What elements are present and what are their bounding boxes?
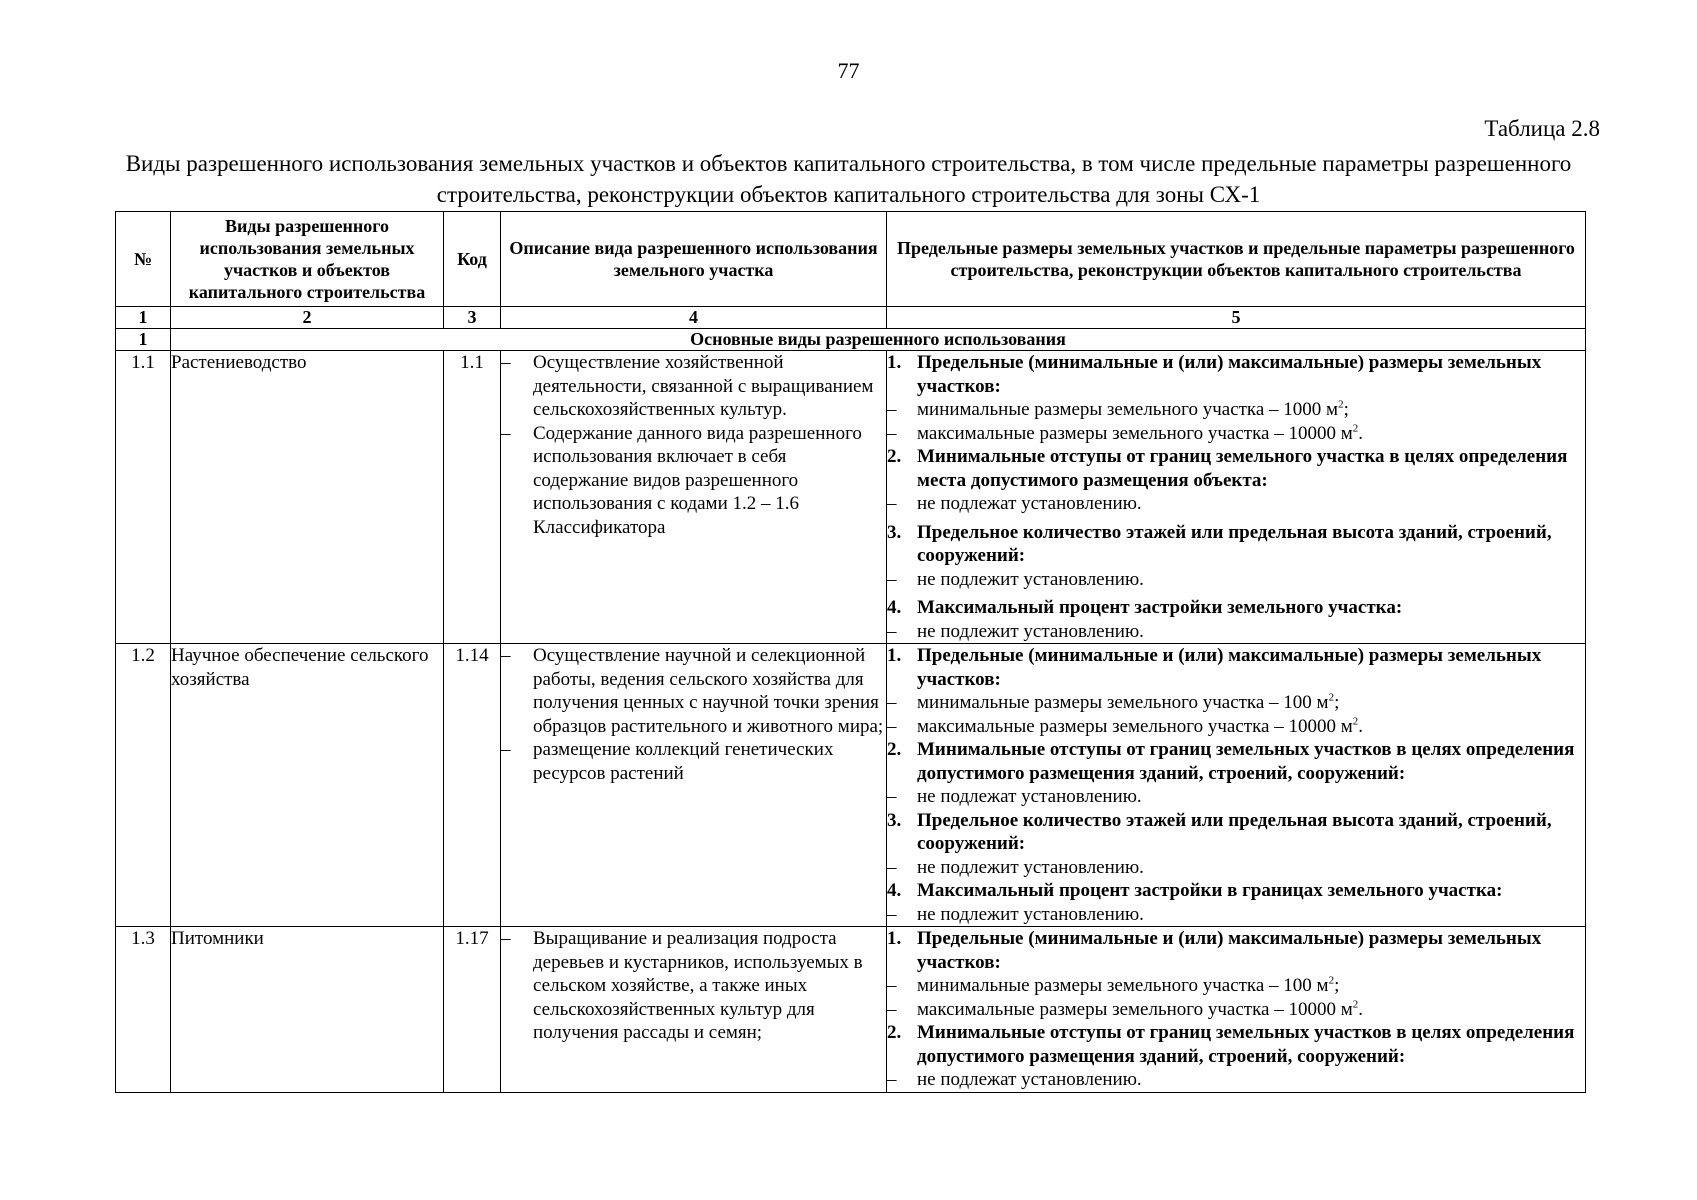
page-number: 77 (837, 58, 860, 83)
column-number: 1 (116, 307, 171, 329)
land-use-table (115, 211, 1586, 1093)
row-use-type: Научное обеспечение сельского хозяйства (171, 644, 444, 927)
column-number: 4 (501, 307, 887, 329)
table-row (116, 351, 1586, 644)
header-code: Код (444, 212, 501, 307)
column-number: 5 (887, 307, 1586, 329)
list-item (501, 927, 886, 1045)
table-row (116, 927, 1586, 1093)
description-text: Осуществление хозяйственной деятельности, связанной с выращиванием сельскохозяйственных культур. (533, 352, 874, 420)
description-text: размещение коллекций генетических ресурсов растений (533, 739, 834, 784)
row-code: 1.14 (444, 644, 501, 927)
param-value: – максимальные размеры земельного участка – 10000 $м^2$. (887, 998, 1363, 1020)
param-value: – минимальные размеры земельного участка – 1000 $м^2$; (887, 398, 1349, 420)
row-description (501, 644, 887, 927)
section-row (116, 329, 1586, 351)
row-use-type: Питомники (171, 927, 444, 1093)
param-value: – минимальные размеры земельного участка – 100 $м^2$; (887, 691, 1340, 713)
row-use-type: Растениеводство (171, 351, 444, 644)
description-text: Содержание данного вида разрешенного использования включает в себя содержание видов разрешенного использования с кодами 1.2 – 1.6 Классификатора (533, 422, 862, 538)
column-number: 2 (171, 307, 444, 329)
description-text: Осуществление научной и селекционной работы, ведения сельского хозяйства для получения ценных с научной точки зрения образцов растительного и животного мира; (533, 645, 884, 737)
param-value: – не подлежат установлению. (887, 493, 1142, 514)
row-description (501, 351, 887, 644)
param-heading: 4. Максимальный процент застройки земельного участка: (887, 597, 1403, 618)
param-heading: 3. Предельное количество этажей или предельная высота зданий, строений, сооружений: (887, 521, 1552, 566)
param-value: – не подлежит установлению. (887, 568, 1144, 590)
list-item (501, 738, 886, 785)
param-heading: 2. Минимальные отступы от границ земельных участков в целях определения допустимого размещения зданий, строений, сооружений: (887, 739, 1575, 784)
list-item (501, 644, 886, 738)
table-label: Таблица 2.8 (1484, 116, 1600, 141)
column-number: 3 (444, 307, 501, 329)
row-parameters (887, 644, 1586, 927)
param-value: – не подлежит установлению. (887, 856, 1144, 878)
param-value: – не подлежат установлению. (887, 786, 1142, 807)
section-number: 1 (116, 329, 171, 351)
table-title: Виды разрешенного использования земельных участков и объектов капитального строительства, в том числе предельные параметры разрешенного строительства, реконструкции объектов капитального строительства для зоны СХ-1 (125, 151, 1572, 207)
header-number: № (116, 212, 171, 307)
param-value: – не подлежит установлению. (887, 620, 1144, 642)
header-row (116, 212, 1586, 307)
row-number: 1.1 (116, 351, 171, 644)
section-title: Основные виды разрешенного использования (171, 329, 1586, 351)
dash-marker: – (501, 928, 511, 949)
row-parameters (887, 927, 1586, 1093)
param-value: – минимальные размеры земельного участка – 100 $м^2$; (887, 974, 1340, 996)
description-text: Выращивание и реализация подроста деревьев и кустарников, используемых в сельском хозяйстве, а также иных сельскохозяйственных культур для получения рассады и семян; (533, 928, 863, 1043)
param-heading: 4. Максимальный процент застройки в границах земельного участка: (887, 880, 1503, 901)
row-number: 1.2 (116, 644, 171, 927)
header-parameters: Предельные размеры земельных участков и предельные параметры разрешенного строительства, реконструкции объектов капитального строительства (887, 212, 1586, 307)
row-code: 1.1 (444, 351, 501, 644)
list-item (501, 351, 886, 422)
param-value: – не подлежит установлению. (887, 903, 1144, 925)
param-heading: 2. Минимальные отступы от границ земельного участка в целях определения места допустимого размещения объекта: (887, 446, 1568, 491)
param-heading: 1. Предельные (минимальные и (или) максимальные) размеры земельных участков: (887, 928, 1542, 973)
header-use-type: Виды разрешенного использования земельных участков и объектов капитального строительства (171, 212, 444, 307)
param-value: – максимальные размеры земельного участка – 10000 $м^2$. (887, 422, 1363, 444)
row-parameters (887, 351, 1586, 644)
row-description (501, 927, 887, 1093)
row-code: 1.17 (444, 927, 501, 1093)
row-number: 1.3 (116, 927, 171, 1093)
param-value: – не подлежат установлению. (887, 1069, 1142, 1090)
header-description: Описание вида разрешенного использования земельного участка (501, 212, 887, 307)
param-heading: 2. Минимальные отступы от границ земельных участков в целях определения допустимого размещения зданий, строений, сооружений: (887, 1022, 1575, 1067)
param-value: – максимальные размеры земельного участка – 10000 $м^2$. (887, 715, 1363, 737)
dash-marker: – (501, 422, 511, 444)
param-heading: 1. Предельные (минимальные и (или) максимальные) размеры земельных участков: (887, 352, 1542, 397)
list-item (501, 422, 886, 540)
param-heading: 3. Предельное количество этажей или предельная высота зданий, строений, сооружений: (887, 809, 1552, 854)
dash-marker: – (501, 645, 511, 666)
table-row (116, 644, 1586, 927)
dash-marker: – (501, 352, 511, 373)
column-number-row (116, 307, 1586, 329)
param-heading: 1. Предельные (минимальные и (или) максимальные) размеры земельных участков: (887, 645, 1542, 690)
dash-marker: – (501, 739, 511, 760)
